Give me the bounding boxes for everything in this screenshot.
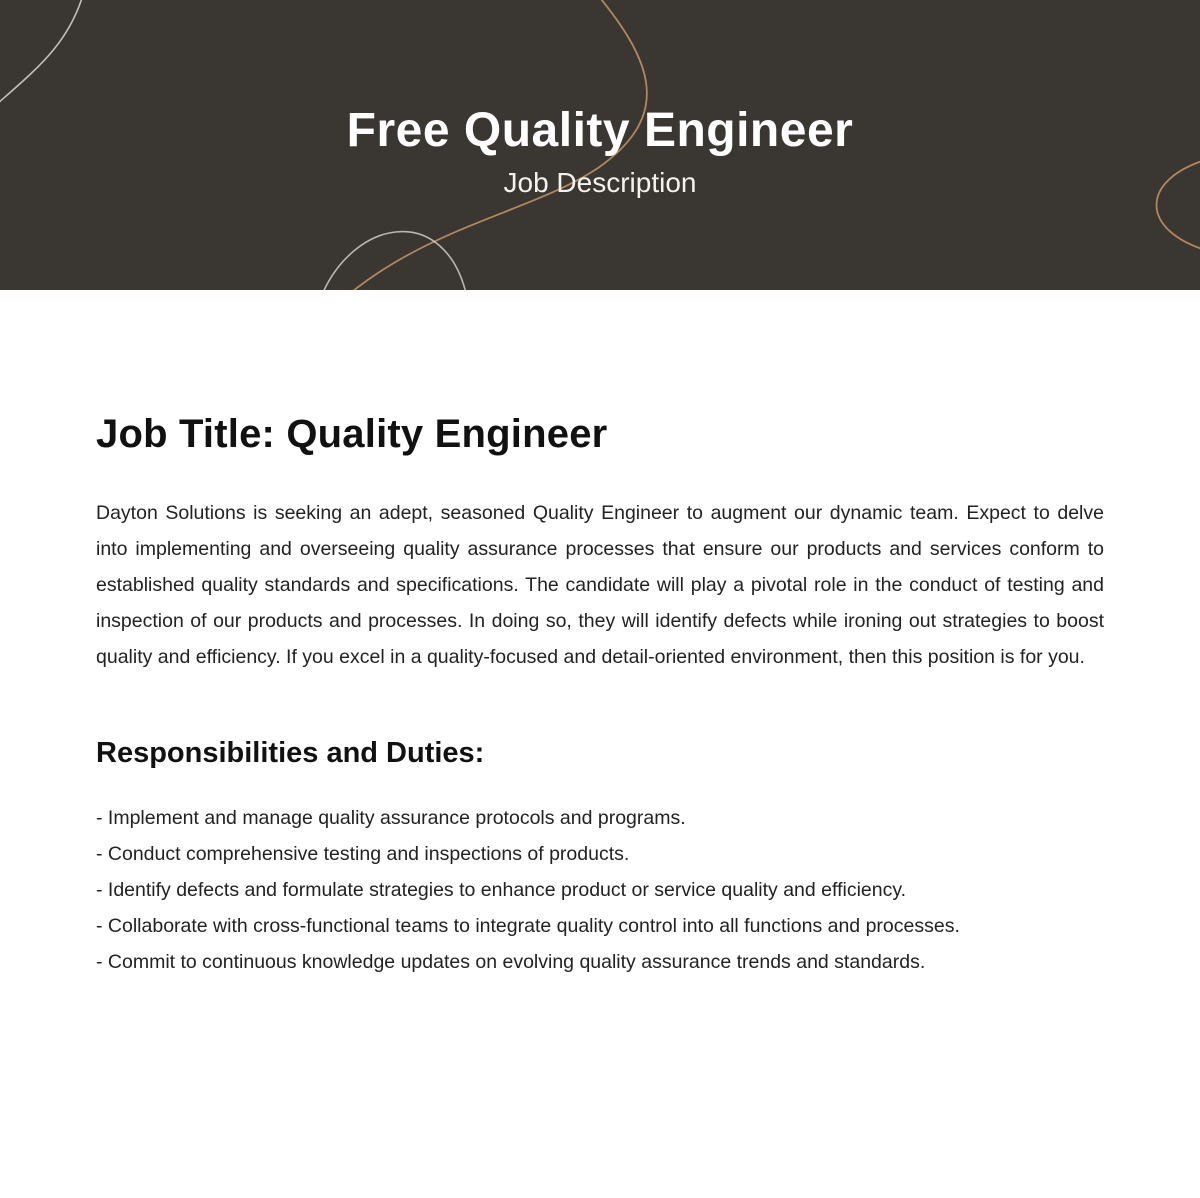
- list-item: - Conduct comprehensive testing and inspections of products.: [96, 843, 630, 865]
- job-title-heading: Job Title: Quality Engineer: [96, 412, 608, 456]
- banner-text-block: [0, 0, 1200, 290]
- list-item: - Identify defects and formulate strategies to enhance product or service quality and efficiency.: [96, 879, 907, 901]
- header-banner: [0, 0, 1200, 290]
- list-item: - Commit to continuous knowledge updates on evolving quality assurance trends and standards.: [96, 951, 926, 973]
- page-subtitle: Job Description: [503, 167, 697, 199]
- intro-paragraph: Dayton Solutions is seeking an adept, seasoned Quality Engineer to augment our dynamic team. Expect to delve into implementing and overseeing quality assurance processes that ensure our products and services conform to established quality standards and specifications. The candidate will play a pivotal role in the conduct of testing and inspection of our products and processes. In doing so, they will identify defects while ironing out strategies to boost quality and efficiency. If you excel in a quality-focused and detail-oriented environment, then this position is for you.: [96, 502, 1104, 668]
- list-item: - Implement and manage quality assurance protocols and programs.: [96, 807, 686, 829]
- responsibilities-list: [96, 800, 1104, 980]
- document-content: [0, 412, 1200, 980]
- list-item: - Collaborate with cross-functional teams to integrate quality control into all functions and processes.: [96, 915, 960, 937]
- responsibilities-heading: Responsibilities and Duties:: [96, 737, 485, 769]
- page-title: Free Quality Engineer: [346, 103, 854, 157]
